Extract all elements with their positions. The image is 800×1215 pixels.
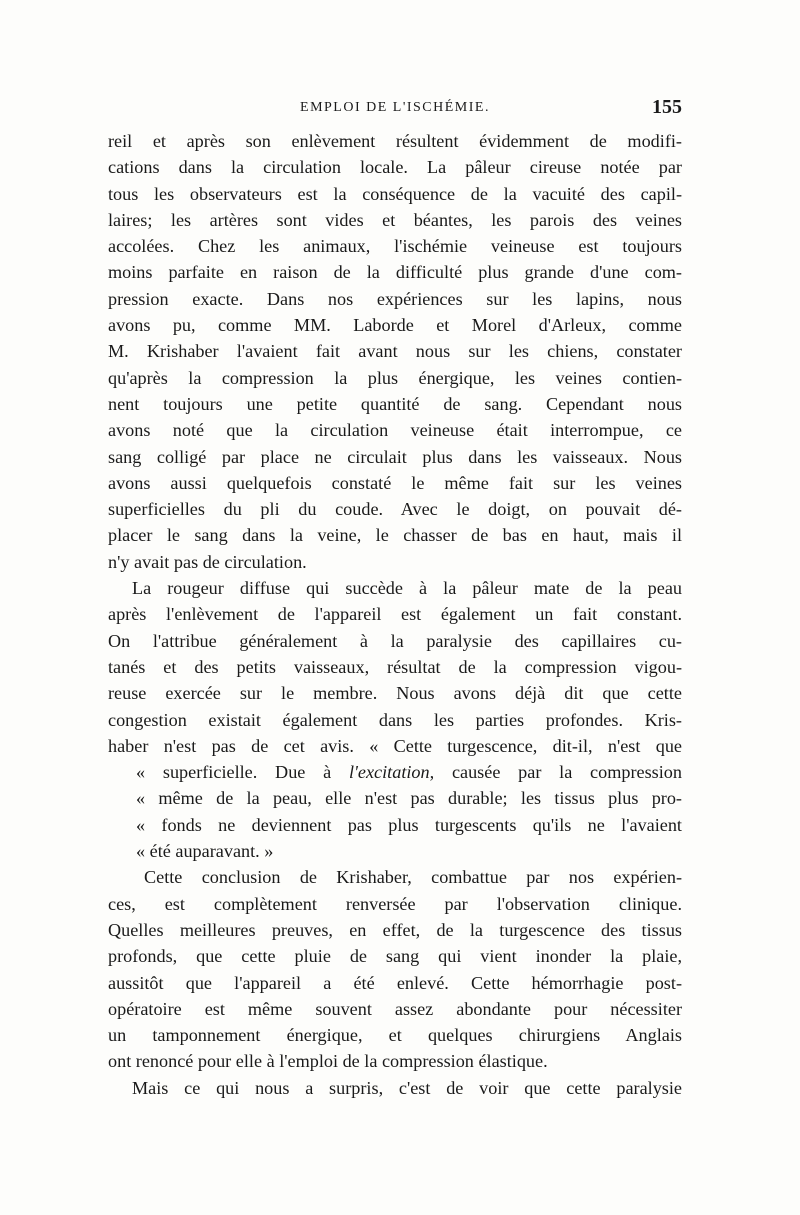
paragraph-start-line: La rougeur diffuse qui succède à la pâleur mate de la peau — [132, 578, 682, 599]
text-line: Quelles meilleures preuves, en effet, de la turgescence des tissus — [108, 919, 682, 940]
text-line: laires; les artères sont vides et béantes, les parois des veines — [108, 209, 682, 230]
text-line: un tamponnement énergique, et quelques chirurgiens Anglais — [108, 1025, 682, 1046]
text-line: pression exacte. Dans nos expériences sur les lapins, nous — [108, 288, 682, 309]
text-line: haber n'est pas de cet avis. « Cette turgescence, dit-il, n'est que — [108, 735, 682, 756]
text-line: qu'après la compression la plus énergique, les veines contien- — [108, 367, 682, 388]
text-line: tanés et des petits vaisseaux, résultat de la compression vigou- — [108, 656, 682, 677]
text-line: reuse exercée sur le membre. Nous avons déjà dit que cette — [108, 683, 682, 704]
text-line: avons pu, comme MM. Laborde et Morel d'Arleux, comme — [108, 315, 682, 336]
text-line: nent toujours une petite quantité de sang. Cependant nous — [108, 393, 682, 414]
quote-line: « même de la peau, elle n'est pas durable; les tissus plus pro- — [136, 788, 682, 809]
quote-text: causée par la compression — [434, 762, 682, 783]
body-text — [108, 128, 682, 1101]
text-line: superficielles du pli du coude. Avec le doigt, on pouvait dé- — [108, 499, 682, 520]
text-line: aussitôt que l'appareil a été enlevé. Cette hémorrhagie post- — [108, 972, 682, 993]
text-line: On l'attribue généralement à la paralysie des capillaires cu- — [108, 630, 682, 651]
text-line: cations dans la circulation locale. La pâleur cireuse notée par — [108, 157, 682, 178]
italic-term: l'excitation, — [348, 762, 435, 783]
text-line: avons noté que la circulation veineuse était interrompue, ce — [108, 420, 682, 441]
quote-text: « superficielle. Due à — [136, 762, 349, 783]
running-title: EMPLOI DE L'ISCHÉMIE. — [300, 100, 490, 115]
text-line: reil et après son enlèvement résultent évidemment de modifi- — [108, 131, 682, 151]
text-line: opératoire est même souvent assez abondante pour nécessiter — [108, 998, 682, 1019]
paragraph-start-line: Cette conclusion de Krishaber, combattue par nos expérien- — [144, 867, 682, 888]
text-line: accolées. Chez les animaux, l'ischémie veineuse est toujours — [108, 236, 682, 257]
page-number: 155 — [652, 96, 682, 118]
text-line: après l'enlèvement de l'appareil est également un fait constant. — [108, 604, 682, 625]
text-line: profonds, que cette pluie de sang qui vient inonder la plaie, — [108, 946, 682, 967]
text-line: sang colligé par place ne circulait plus dans les vaisseaux. Nous — [108, 446, 682, 467]
paragraph-end-line: n'y avait pas de circulation. — [108, 551, 307, 572]
text-line: M. Krishaber l'avaient fait avant nous sur les chiens, constater — [108, 341, 682, 362]
running-head — [108, 96, 682, 120]
text-line: ces, est complètement renversée par l'observation clinique. — [108, 893, 682, 914]
text-line: moins parfaite en raison de la difficulté plus grande d'une com- — [108, 262, 682, 283]
paragraph-start-line: Mais ce qui nous a surpris, c'est de voir que cette paralysie — [132, 1077, 682, 1098]
quote-end-line: « été auparavant. » — [136, 841, 274, 862]
text-line: congestion existait également dans les parties profondes. Kris- — [108, 709, 682, 730]
text-line: tous les observateurs est la conséquence de la vacuité des capil- — [108, 183, 682, 204]
quote-line — [108, 759, 682, 785]
paragraph-end-line: ont renoncé pour elle à l'emploi de la compression élastique. — [108, 1051, 548, 1072]
text-line: placer le sang dans la veine, le chasser de bas en haut, mais il — [108, 525, 682, 546]
quote-line: « fonds ne deviennent pas plus turgescents qu'ils ne l'avaient — [136, 814, 682, 835]
text-line: avons aussi quelquefois constaté le même fait sur les veines — [108, 472, 682, 493]
